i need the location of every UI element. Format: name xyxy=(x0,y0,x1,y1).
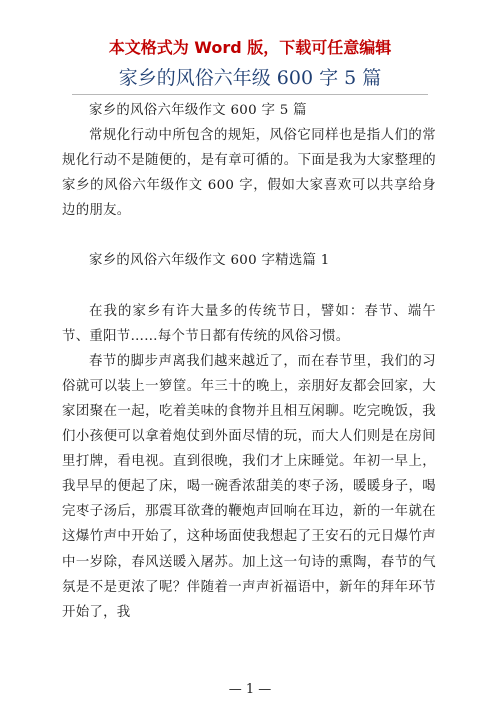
body-paragraph-2: 春节的脚步声离我们越来越近了，而在春节里，我们的习俗就可以装上一箩筐。年三十的晚上，亲朋好友都会回家，大家团聚在一起，吃着美味的食物并且相互闲聊。吃完晚饭，我们小孩便可以拿着炮仗到外面尽情的玩，而大人们则是在房间里打牌，看电视。直到很晚，我们才上床睡觉。年初一早上，我早早的便起了床，喝一碗香浓甜美的枣子汤，暖暖身子，喝完枣子汤后，那震耳欲聋的鞭炮声回响在耳边，新的一年就在这爆竹声中开始了，这种场面使我想起了王安石的元日爆竹声中一岁除，春风送暖入屠苏。加上这一句诗的熏陶，春节的气氛是不是更浓了呢？伴随着一声声祈福语中，新年的拜年环节开始了，我 xyxy=(62,353,436,620)
blank-line xyxy=(62,223,436,248)
blank-line xyxy=(62,274,436,299)
document-body xyxy=(62,98,436,625)
page-title: 家乡的风俗六年级 600 字 5 篇 xyxy=(118,67,382,89)
intro-paragraph: 常规化行动中所包含的规矩，风俗它同样也是指人们的常规化行动不是随便的，是有章可循的。下面是我为大家整理的家乡的风俗六年级作文 600 字，假如大家喜欢可以共享给身边的朋友。 xyxy=(62,128,436,219)
section-title: 家乡的风俗六年级作文 600 字精选篇 1 xyxy=(89,253,330,269)
page-number: — 1 — xyxy=(228,682,272,697)
title-divider xyxy=(72,94,428,95)
document-subtitle: 家乡的风俗六年级作文 600 字 5 篇 xyxy=(89,103,307,118)
body-paragraph-1: 在我的家乡有许大量多的传统节日，譬如：春节、端午节、重阳节……每个节日都有传统的风俗习惯。 xyxy=(62,303,436,344)
download-banner: 本文格式为 Word 版，下载可任意编辑 xyxy=(108,38,392,57)
